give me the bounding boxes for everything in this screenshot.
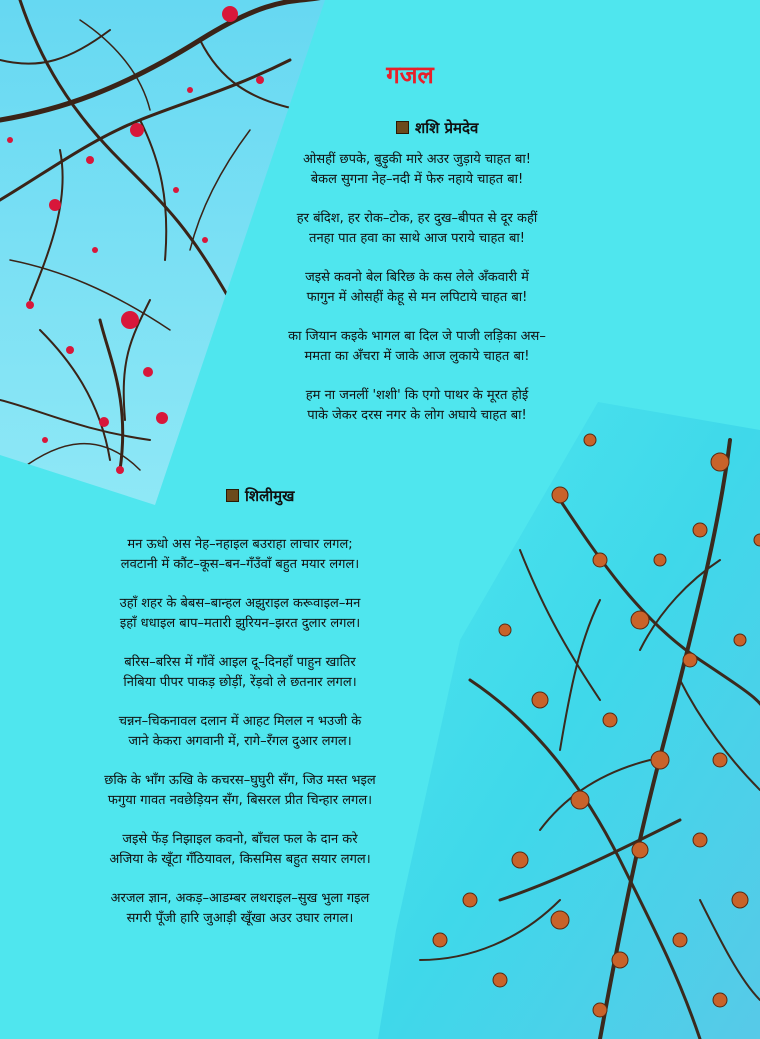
bullet-square-icon [226,489,239,502]
verse-line: ओसहीं छपके, बुड़ुकी मारे अउर जुड़ाये चाहत बा! [303,152,531,167]
page-title: गजल [386,61,434,89]
stanza [252,327,582,367]
author-name: शिलीमुख [245,487,295,505]
author-shashi-premdev [396,118,478,138]
stanza [55,889,425,929]
verse-line: जइसे कवनो बेल बिरिछ के कस लेले अँकवारी में [305,270,529,285]
ghazal-2 [55,535,425,948]
stanza [55,535,425,575]
verse-line: छकि के भाँग ऊखि के कचरस–घुघुरी सँग, जिउ मस्त भइल [104,773,376,788]
verse-line: अजिया के खूँटा गँठियावल, किसमिस बहुत सयार लगल। [109,852,371,867]
verse-line: मन ऊधो अस नेह–नहाइल बउराहा लाचार लगल; [127,537,353,552]
verse-line: तनहा पात हवा का साथे आज पराये चाहत बा! [309,231,525,246]
verse-line: फागुन में ओसहीं केहू से मन लपिटाये चाहत बा! [306,290,528,305]
author-shilimukh [226,486,294,506]
stanza [55,771,425,811]
ghazal-1 [252,150,582,445]
verse-line: हम ना जनलीं 'शशी' कि एगो पाथर के मूरत होई [305,388,529,403]
stanza [55,594,425,634]
verse-line: लवटानी में कौंट–कूस–बन–गँउँवाँ बहुत मयार लगल। [120,557,360,572]
verse-line: ममता का अँचरा में जाके आज लुकाये चाहत बा! [304,349,530,364]
author-name: शशि प्रेमदेव [415,119,479,137]
verse-line: हर बंदिश, हर रोक–टोक, हर दुख–बीपत से दूर कहीं [296,211,538,226]
stanza [55,830,425,870]
stanza [252,386,582,426]
stanza [55,653,425,693]
verse-line: जइसे फेंड़ निझाइल कवनो, बाँचल फल के दान करे [122,832,358,847]
verse-line: बेकल सुगना नेह–नदी में फेरु नहाये चाहत बा! [310,172,524,187]
stanza [252,268,582,308]
bullet-square-icon [396,121,409,134]
verse-line: उहाँ शहर के बेबस–बान्हल अझुराइल करूवाइल–मन [119,596,361,611]
verse-line: निबिया पीपर पाकड़ छोड़ीं, रेंड़वो ले छतनार लगल। [123,675,357,690]
stanza [252,209,582,249]
verse-line: का जियान कइके भागल बा दिल जे पाजी लड़िका अस– [288,329,546,344]
bottom-branch-photo [370,400,760,1039]
stanza [252,150,582,190]
verse-line: अरजल ज्ञान, अकड़–आडम्बर लथराइल–सुख भुला गइल [110,891,370,906]
verse-line: सगरी पूँजी हारि जुआड़ी खूँखा अउर उघार लगल। [126,911,354,926]
stanza [55,712,425,752]
verse-line: चन्नन–चिकनावल दलान में आहट मिलल न भउजी के [118,714,362,729]
verse-line: जाने केकरा अगवानी में, रागे–रँगल दुआर लगल। [128,734,352,749]
verse-line: फगुया गावत नवछेड़ियन सँग, बिसरल प्रीत चिन्हार लगल। [107,793,373,808]
verse-line: इहाँ धधाइल बाप–मतारी झुरियन–झरत दुलार लगल। [119,616,361,631]
verse-line: बरिस–बरिस में गाँवें आइल दू–दिनहाँ पाहुन खातिर [124,655,356,670]
verse-line: पाके जेकर दरस नगर के लोग अघाये चाहत बा! [307,408,527,423]
